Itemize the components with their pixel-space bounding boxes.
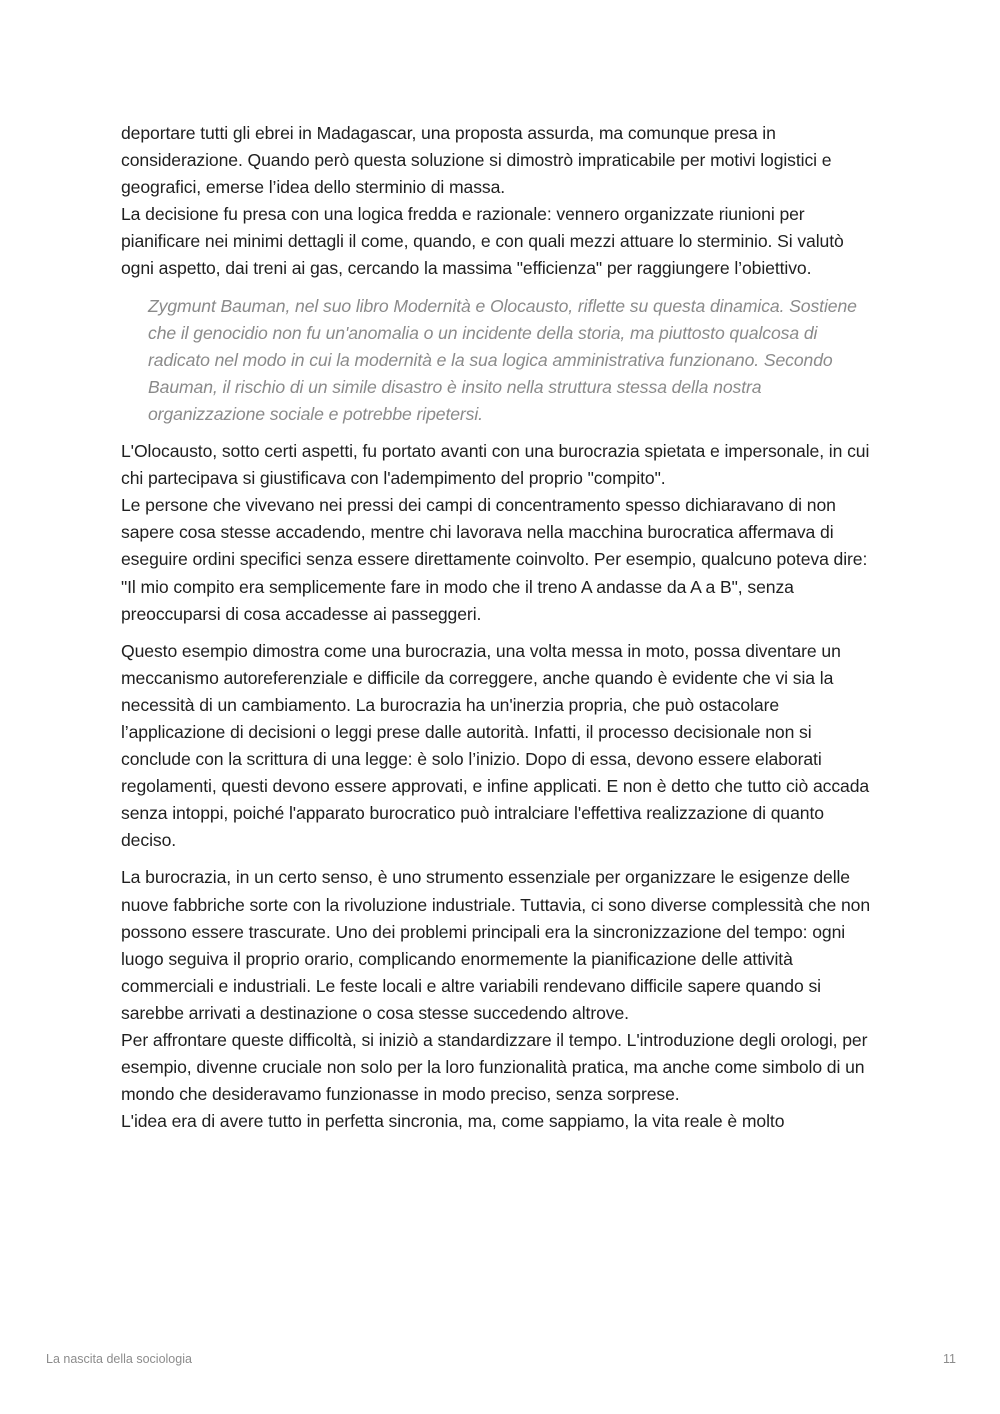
footer-title: La nascita della sociologia xyxy=(46,1352,192,1366)
paragraph: La decisione fu presa con una logica fredda e razionale: vennero organizzate riunioni per pianificare nei minimi dettagli il come, quando, e con quali mezzi attuare lo sterminio. Si valutò ogni aspetto, dai treni ai gas, cercando la massima "efficienza" per raggiungere l’obiettivo. xyxy=(121,204,844,279)
paragraph: L'idea era di avere tutto in perfetta sincronia, ma, come sappiamo, la vita reale è molto xyxy=(121,1111,785,1132)
page-number: 11 xyxy=(943,1352,956,1366)
paragraph: deportare tutti gli ebrei in Madagascar, una proposta assurda, ma comunque presa in considerazione. Quando però questa soluzione si dimostrò impraticabile per motivi logistici e geografici, emerse l’idea dello sterminio di massa. xyxy=(121,123,832,198)
paragraph: Le persone che vivevano nei pressi dei campi di concentramento spesso dichiaravano di non sapere cosa stesse accadendo, mentre chi lavorava nella macchina burocratica affermava di eseguire ordini specifici senza essere direttamente coinvolto. Per esempio, qualcuno poteva dire: "Il mio compito era semplicemente fare in modo che il treno A andasse da A a B", senza preoccuparsi di cosa accadesse ai passeggeri. xyxy=(121,495,868,624)
page-body xyxy=(121,120,881,1135)
paragraph: Questo esempio dimostra come una burocrazia, una volta messa in moto, possa diventare un meccanismo autoreferenziale e difficile da correggere, anche quando è evidente che vi sia la necessità di un cambiamento. La burocrazia ha un'inerzia propria, che può ostacolare l’applicazione di decisioni o leggi prese dalle autorità. Infatti, il processo decisionale non si conclude con la scrittura di una legge: è solo l’inizio. Dopo di essa, devono essere elaborati regolamenti, questi devono essere approvati, e infine applicati. E non è detto che tutto ciò accada senza intoppi, poiché l'apparato burocratico può intralciare l'effettiva realizzazione di quanto deciso. xyxy=(121,640,870,851)
paragraph: La burocrazia, in un certo senso, è uno strumento essenziale per organizzare le esigenze delle nuove fabbriche sorte con la rivoluzione industriale. Tuttavia, ci sono diverse complessità che non possono essere trascurate. Uno dei problemi principali era la sincronizzazione del tempo: ogni luogo seguiva il proprio orario, complicando enormemente la pianificazione delle attività commerciali e industriali. Le feste locali e altre variabili rendevano difficile sapere quando si sarebbe arrivati a destinazione o cosa stesse succedendo altrove. xyxy=(121,867,871,1023)
block-quote xyxy=(148,293,881,428)
paragraph: L'Olocausto, sotto certi aspetti, fu portato avanti con una burocrazia spietata e impersonale, in cui chi partecipava si giustificava con l'adempimento del proprio "compito". xyxy=(121,441,870,489)
paragraph: Per affrontare queste difficoltà, si iniziò a standardizzare il tempo. L'introduzione degli orologi, per esempio, divenne cruciale non solo per la loro funzionalità pratica, ma anche come simbolo di un mondo che desideravamo funzionasse in modo preciso, senza sorprese. xyxy=(121,1030,868,1105)
quote-text: Zygmunt Bauman, nel suo libro Modernità e Olocausto, riflette su questa dinamica. Sostiene che il genocidio non fu un'anomalia o un incidente della storia, ma piuttosto qualcosa di radicato nel modo in cui la modernità e la sua logica amministrativa funzionano. Secondo Bauman, il rischio di un simile disastro è insito nella struttura stessa della nostra organizzazione sociale e potrebbe ripetersi. xyxy=(148,295,857,424)
